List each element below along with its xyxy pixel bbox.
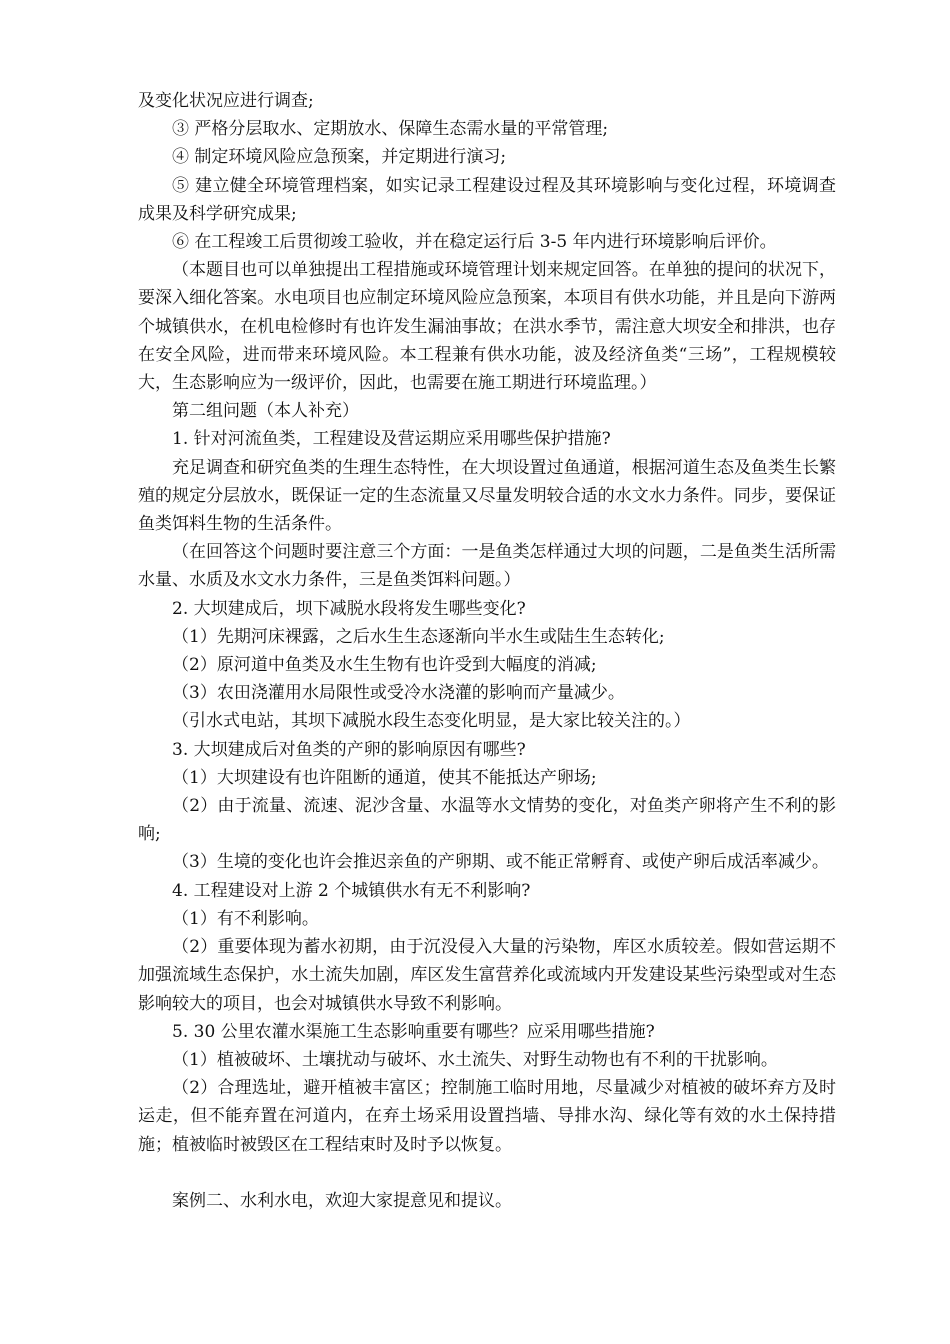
paragraph: （3）生境的变化也许会推迟亲鱼的产卵期、或不能正常孵育、或使产卵后成活率减少。: [172, 852, 829, 873]
paragraph: （1）先期河床裸露，之后水生生态逐渐向半水生或陆生生态转化;: [172, 626, 665, 647]
paragraph: 充足调查和研究鱼类的生理生态特性，在大坝设置过鱼通道，根据河道生态及鱼类生长繁殖的规定分层放水，既保证一定的生态流量又尽量发明较合适的水文水力条件。同步，要保证鱼类饵料生物的生活条件。: [138, 457, 836, 535]
question: 2. 大坝建成后，坝下减脱水段将发生哪些变化?: [172, 598, 526, 619]
paragraph: （3）农田浇灌用水局限性或受冷水浇灌的影响而产量减少。: [172, 683, 625, 704]
paragraph: ⑥ 在工程竣工后贯彻竣工验收，并在稳定运行后 3-5 年内进行环境影响后评价。: [172, 232, 777, 253]
paragraph: （2）原河道中鱼类及水生生物有也许受到大幅度的消减;: [172, 655, 597, 676]
closing-line: 案例二、水利水电，欢迎大家提意见和提议。: [172, 1190, 512, 1211]
paragraph: （本题目也可以单独提出工程措施或环境管理计划来规定回答。在单独的提问的状况下，要深入细化答案。水电项目也应制定环境风险应急预案，本项目有供水功能，并且是向下游两个城镇供水，在机电检修时有也许发生漏油事故；在洪水季节，需注意大坝安全和排洪，也存在安全风险，进而带来环境风险。本工程兼有供水功能，波及经济鱼类“三场”，工程规模较大，生态影响应为一级评价，因此，也需要在施工期进行环境监理。）: [138, 260, 836, 394]
paragraph: ③ 严格分层取水、定期放水、保障生态需水量的平常管理;: [172, 119, 609, 140]
paragraph: （引水式电站，其坝下减脱水段生态变化明显，是大家比较关注的。）: [172, 711, 691, 732]
question: 4. 工程建设对上游 2 个城镇供水有无不利影响?: [172, 880, 531, 901]
blank-line: [138, 1159, 836, 1187]
paragraph: （2）重要体现为蓄水初期，由于沉没侵入大量的污染物，库区水质较差。假如营运期不加强流域生态保护，水土流失加剧，库区发生富营养化或流域内开发建设某些污染型或对生态影响较大的项目，也会对城镇供水导致不利影响。: [138, 937, 836, 1014]
paragraph: （2）由于流量、流速、泥沙含量、水温等水文情势的变化，对鱼类产卵将产生不利的影响;: [138, 796, 836, 845]
paragraph: （1）大坝建设有也许阻断的通道，使其不能抵达产卵场;: [172, 767, 597, 788]
question: 1. 针对河流鱼类，工程建设及营运期应采用哪些保护措施?: [172, 429, 611, 450]
paragraph: （2）合理选址，避开植被丰富区；控制施工临时用地，尽量减少对植被的破坏弃方及时运走，但不能弃置在河道内，在弃土场采用设置挡墙、导排水沟、绿化等有效的水土保持措施；植被临时被毁区在工程结束时及时予以恢复。: [138, 1078, 836, 1155]
paragraph: ④ 制定环境风险应急预案，并定期进行演习;: [172, 147, 507, 168]
question: 5. 30 公里农灌水渠施工生态影响重要有哪些？应采用哪些措施?: [172, 1021, 655, 1042]
paragraph: 及变化状况应进行调查;: [138, 91, 314, 111]
paragraph: （1）植被破坏、土壤扰动与破坏、水土流失、对野生动物也有不利的干扰影响。: [172, 1049, 778, 1070]
question: 3. 大坝建成后对鱼类的产卵的影响原因有哪些?: [172, 739, 526, 760]
paragraph: （1）有不利影响。: [172, 908, 319, 929]
document-body: [138, 87, 836, 1215]
paragraph: ⑤ 建立健全环境管理档案，如实记录工程建设过程及其环境影响与变化过程，环境调查成果及科学研究成果;: [138, 175, 836, 224]
paragraph: （在回答这个问题时要注意三个方面：一是鱼类怎样通过大坝的问题，二是鱼类生活所需水量、水质及水文水力条件，三是鱼类饵料问题。）: [138, 542, 836, 591]
section-heading: 第二组问题（本人补充）: [172, 401, 359, 422]
